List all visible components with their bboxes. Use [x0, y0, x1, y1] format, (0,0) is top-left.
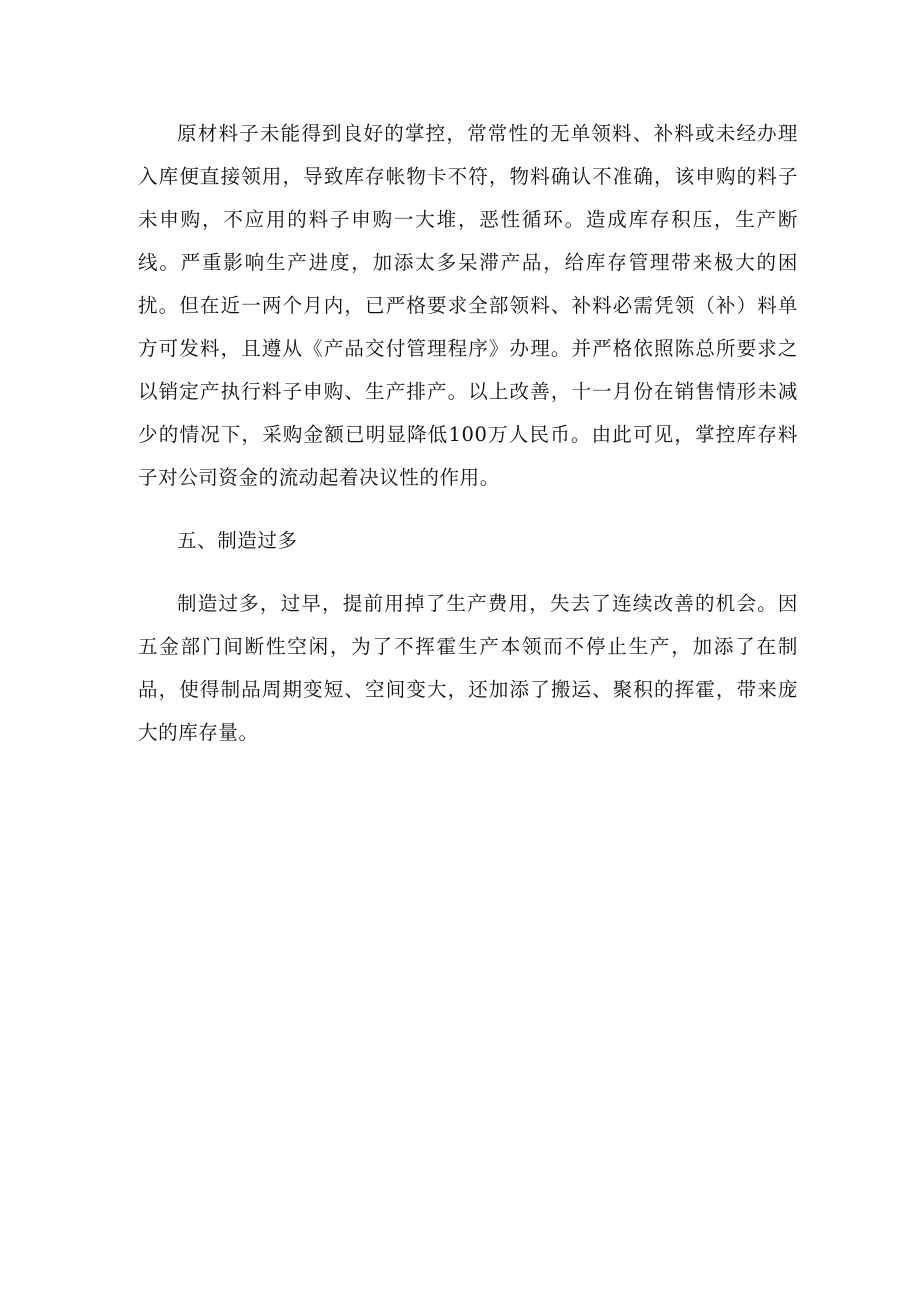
document-body [138, 112, 798, 754]
section-heading: 五、制造过多 [177, 529, 298, 552]
paragraph-overproduction: 制造过多，过早，提前用掉了生产费用，失去了连续改善的机会。因五金部门间断性空闲，为了不挥霍生产本领而不停止生产，加添了在制品，使得制品周期变短、空间变大，还加添了搬运、聚积的挥霍，带来庞大的库存量。 [138, 592, 798, 744]
paragraph-inventory-control: 原材料子未能得到良好的掌控，常常性的无单领料、补料或未经办理入库便直接领用，导致库存帐物卡不符，物料确认不准确，该申购的料子未申购，不应用的料子申购一大堆，恶性循环。造成库存积压，生产断线。严重影响生产进度，加添太多呆滞产品，给库存管理带来极大的困扰。但在近一两个月内，已严格要求全部领料、补料必需凭领（补）料单方可发料，且遵从《产品交付管理程序》办理。并严格依照陈总所要求之以销定产执行料子申购、生产排产。以上改善，十一月份在销售情形未减少的情况下，采购金额已明显降低100万人民币。由此可见，掌控库存料子对公司资金的流动起着决议性的作用。 [138, 122, 798, 489]
